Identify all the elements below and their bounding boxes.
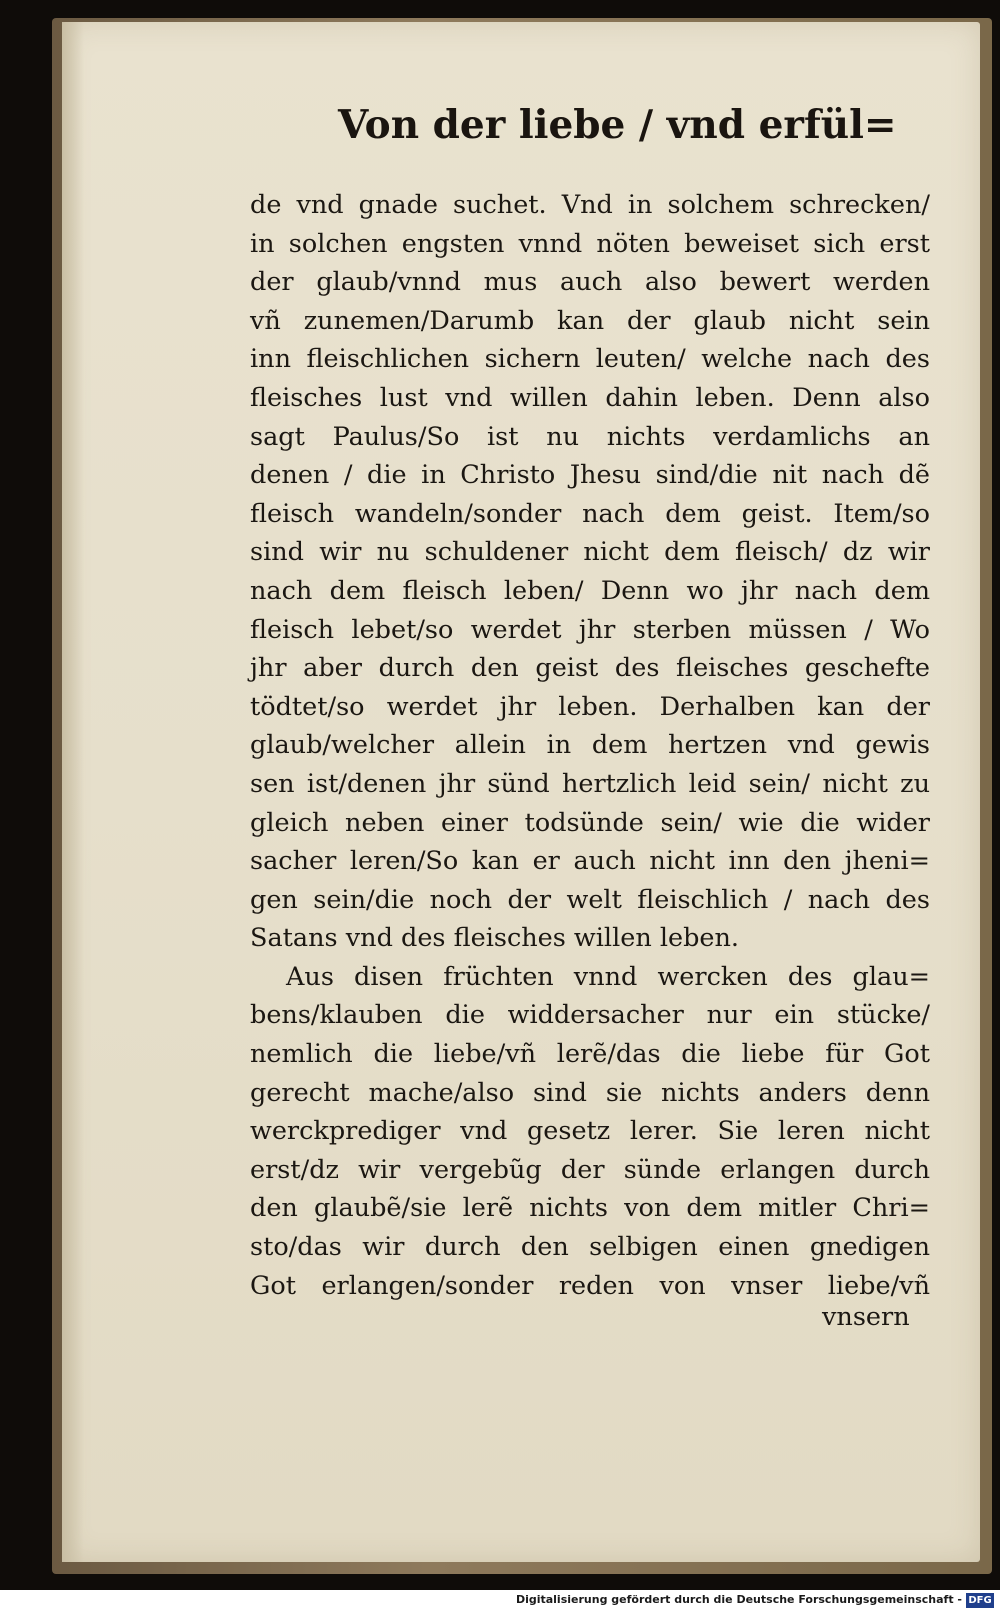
catchword: vnsern bbox=[822, 1302, 910, 1332]
text-line: erst/dz wir vergebũg der sünde erlangen durch bbox=[250, 1154, 930, 1185]
text-line: sagt Paulus/So ist nu nichts verdamlichs an bbox=[250, 421, 930, 452]
text-line: vñ zunemen/Darumb kan der glaub nicht sein bbox=[250, 305, 930, 336]
text-line: sacher leren/So kan er auch nicht inn den jheni= bbox=[250, 846, 930, 877]
text-line: gen sein/die noch der welt fleischlich / nach des bbox=[250, 884, 930, 915]
text-line: sen ist/denen jhr sünd hertzlich leid sein/ nicht zu bbox=[250, 768, 930, 799]
text-line: werckprediger vnd gesetz lerer. Sie leren nicht bbox=[250, 1116, 930, 1147]
text-line: nemlich die liebe/vñ lerẽ/das die liebe für Got bbox=[250, 1039, 930, 1070]
text-line: der glaub/vnnd mus auch also bewert werden bbox=[250, 267, 930, 298]
text-line: sto/das wir durch den selbigen einen gnedigen bbox=[250, 1232, 930, 1263]
text-line: fleisches lust vnd willen dahin leben. Denn also bbox=[250, 382, 930, 413]
text-line: Aus disen früchten vnnd wercken des glau= bbox=[286, 961, 930, 992]
text-line: fleisch wandeln/sonder nach dem geist. Item/so bbox=[250, 498, 930, 529]
text-line: de vnd gnade suchet. Vnd in solchem schrecken/ bbox=[250, 190, 930, 220]
footer-credit: Digitalisierung gefördert durch die Deutsche Forschungsgemeinschaft - bbox=[515, 1593, 962, 1606]
text-line: den glaubẽ/sie lerẽ nichts von dem mitler Chri= bbox=[250, 1193, 930, 1224]
text-line: denen / die in Christo Jhesu sind/die nit nach dẽ bbox=[250, 460, 930, 491]
text-line: Satans vnd des fleisches willen leben. bbox=[250, 923, 740, 954]
page-fold-shadow bbox=[62, 22, 84, 1562]
dfg-logo: DFG bbox=[966, 1593, 994, 1608]
text-line: sind wir nu schuldener nicht dem fleisch/ dz wir bbox=[250, 537, 930, 568]
text-line: nach dem fleisch leben/ Denn wo jhr nach dem bbox=[250, 575, 930, 606]
text-line: glaub/welcher allein in dem hertzen vnd gewis bbox=[250, 730, 930, 761]
footer-bar bbox=[0, 1590, 1000, 1612]
text-line: bens/klauben die widdersacher nur ein stücke/ bbox=[250, 1000, 930, 1031]
text-line: gerecht mache/also sind sie nichts anders denn bbox=[250, 1077, 930, 1108]
text-line: gleich neben einer todsünde sein/ wie die wider bbox=[250, 807, 930, 838]
text-line: in solchen engsten vnnd nöten beweiset sich erst bbox=[250, 228, 930, 259]
text-line: tödtet/so werdet jhr leben. Derhalben kan der bbox=[250, 691, 930, 722]
body-text bbox=[250, 186, 930, 1305]
text-line: inn fleischlichen sichern leuten/ welche nach des bbox=[250, 344, 930, 375]
text-line: fleisch lebet/so werdet jhr sterben müssen / Wo bbox=[250, 614, 930, 645]
running-head: Von der liebe / vnd erfül= bbox=[338, 102, 897, 148]
text-line: jhr aber durch den geist des fleisches geschefte bbox=[250, 653, 930, 684]
text-line: Got erlangen/sonder reden von vnser liebe/vñ bbox=[250, 1270, 930, 1301]
